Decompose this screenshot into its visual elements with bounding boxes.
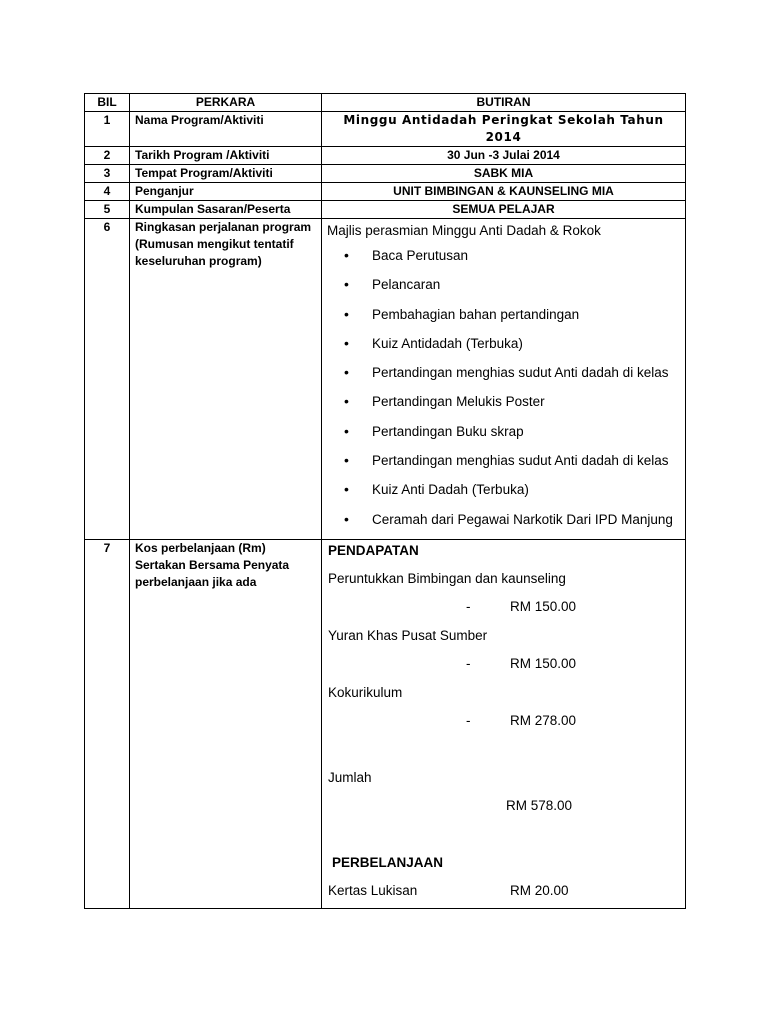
program-report-table: [84, 93, 686, 909]
cost-statement: [322, 540, 686, 909]
row-item: Nama Program/Aktiviti: [130, 112, 322, 147]
bullet-icon: •: [344, 393, 349, 410]
list-item: • Pertandingan Melukis Poster: [344, 387, 680, 416]
table-row: [85, 147, 686, 165]
summary-row: [85, 219, 686, 540]
row-item: Tarikh Program /Aktiviti: [130, 147, 322, 165]
header-perkara: PERKARA: [130, 94, 322, 112]
program-date: 30 Jun -3 Julai 2014: [322, 147, 686, 165]
row-number: 2: [85, 147, 130, 165]
program-summary: [322, 219, 686, 540]
table-row: [85, 201, 686, 219]
header-bil: BIL: [85, 94, 130, 112]
table-row: [85, 183, 686, 201]
dash-separator: -: [466, 656, 471, 671]
dash-separator: -: [466, 713, 471, 728]
list-item: • Ceramah dari Pegawai Narkotik Dari IPD Manjung: [344, 505, 680, 534]
income-label: Yuran Khas Pusat Sumber: [328, 628, 488, 643]
list-item: • Kuiz Anti Dadah (Terbuka): [344, 475, 680, 504]
cost-body: [322, 540, 685, 908]
income-amount: RM 278.00: [510, 713, 577, 728]
bullet-icon: •: [344, 305, 349, 322]
row-item: Kos perbelanjaan (Rm) Sertakan Bersama Penyata perbelanjaan jika ada: [130, 540, 322, 909]
expense-heading: PERBELANJAAN: [332, 855, 444, 870]
bullet-icon: •: [344, 422, 349, 439]
row-item: Ringkasan perjalanan program (Rumusan mengikut tentatif keseluruhan program): [130, 219, 322, 540]
activity-list: [327, 241, 680, 534]
income-heading: PENDAPATAN: [328, 543, 419, 558]
bullet-icon: •: [344, 510, 349, 527]
list-item: • Pertandingan menghias sudut Anti dadah di kelas: [344, 446, 680, 475]
list-item: • Pertandingan menghias sudut Anti dadah di kelas: [344, 358, 680, 387]
row-item: Penganjur: [130, 183, 322, 201]
program-participants: SEMUA PELAJAR: [322, 201, 686, 219]
summary-intro: Majlis perasmian Minggu Anti Dadah & Rokok: [327, 223, 601, 238]
header-row: [85, 94, 686, 112]
bullet-icon: •: [344, 247, 349, 263]
program-name: Minggu Antidadah Peringkat Sekolah Tahun 2014: [322, 112, 686, 147]
total-label: Jumlah: [328, 770, 372, 785]
dash-separator: -: [466, 599, 471, 614]
list-item: • Pembahagian bahan pertandingan: [344, 300, 680, 329]
bullet-icon: •: [344, 364, 349, 381]
row-number: 3: [85, 165, 130, 183]
cost-row: [85, 540, 686, 909]
program-organizer: UNIT BIMBINGAN & KAUNSELING MIA: [322, 183, 686, 201]
row-item: Tempat Program/Aktiviti: [130, 165, 322, 183]
bullet-icon: •: [344, 276, 349, 293]
row-number: 6: [85, 219, 130, 540]
total-amount: RM 578.00: [506, 798, 573, 813]
bullet-icon: •: [344, 334, 349, 351]
row-item: Kumpulan Sasaran/Peserta: [130, 201, 322, 219]
table-row: [85, 165, 686, 183]
bullet-icon: •: [344, 452, 349, 469]
row-number: 1: [85, 112, 130, 147]
income-amount: RM 150.00: [510, 656, 577, 671]
program-venue: SABK MIA: [322, 165, 686, 183]
income-label: Kokurikulum: [328, 685, 403, 700]
income-label: Peruntukkan Bimbingan dan kaunseling: [328, 571, 566, 586]
list-item: • Kuiz Antidadah (Terbuka): [344, 329, 680, 358]
row-number: 4: [85, 183, 130, 201]
list-item: • Pelancaran: [344, 270, 680, 299]
row-number: 5: [85, 201, 130, 219]
header-butiran: BUTIRAN: [322, 94, 686, 112]
income-amount: RM 150.00: [510, 599, 577, 614]
list-item: • Baca Perutusan: [344, 241, 680, 270]
bullet-icon: •: [344, 481, 349, 498]
table-row: [85, 112, 686, 147]
expense-amount: RM 20.00: [510, 883, 569, 898]
list-item: • Pertandingan Buku skrap: [344, 417, 680, 446]
row-number: 7: [85, 540, 130, 909]
expense-label: Kertas Lukisan: [328, 883, 418, 898]
